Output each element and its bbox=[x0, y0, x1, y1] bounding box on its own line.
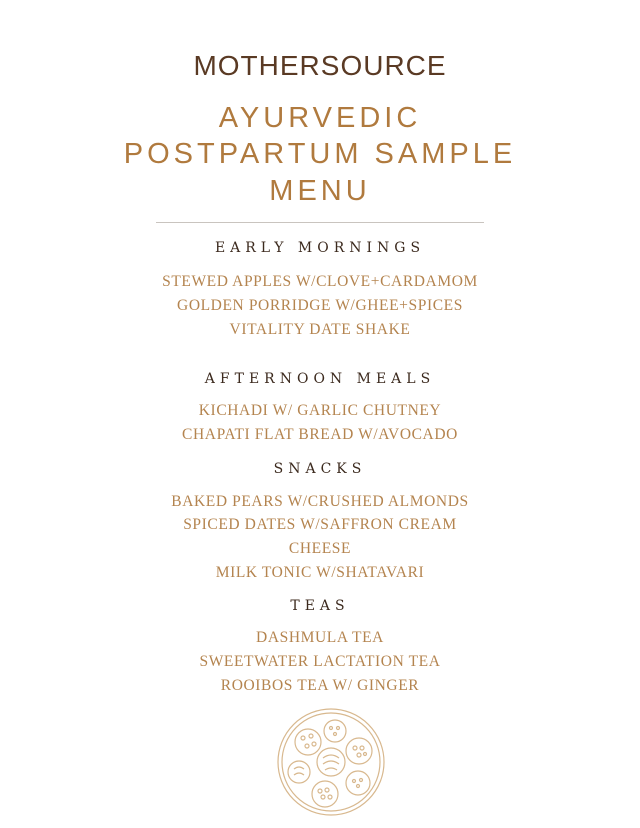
menu-item: ROOIBOS TEA W/ GINGER bbox=[220, 677, 420, 694]
menu-item: CHEESE bbox=[288, 540, 352, 557]
brand-name: MOTHERSOURCE bbox=[193, 50, 447, 81]
menu-item: BAKED PEARS W/CRUSHED ALMONDS bbox=[171, 493, 469, 510]
menu-item: DASHMULA TEA bbox=[256, 629, 384, 646]
menu-title-line-1: AYURVEDIC bbox=[218, 102, 422, 134]
menu-item: KICHADI W/ GARLIC CHUTNEY bbox=[198, 402, 442, 419]
section-heading-teas: TEAS bbox=[290, 598, 350, 614]
menu-item: SPICED DATES W/SAFFRON CREAM bbox=[183, 516, 457, 533]
divider bbox=[156, 222, 484, 223]
menu-title-line-3: MENU bbox=[269, 175, 371, 207]
menu-item: GOLDEN PORRIDGE W/GHEE+SPICES bbox=[177, 297, 463, 314]
section-heading-early-mornings: EARLY MORNINGS bbox=[214, 240, 426, 256]
section-heading-snacks: SNACKS bbox=[273, 461, 367, 477]
menu-item: MILK TONIC W/SHATAVARI bbox=[215, 564, 425, 581]
menu-item: SWEETWATER LACTATION TEA bbox=[199, 653, 441, 670]
menu-item: VITALITY DATE SHAKE bbox=[229, 321, 411, 338]
menu-item: CHAPATI FLAT BREAD W/AVOCADO bbox=[182, 426, 458, 443]
thali-plate-icon bbox=[275, 706, 387, 818]
menu-title-line-2: POSTPARTUM SAMPLE bbox=[123, 138, 517, 170]
menu-item: STEWED APPLES W/CLOVE+CARDAMOM bbox=[162, 273, 478, 290]
section-heading-afternoon-meals: AFTERNOON MEALS bbox=[204, 371, 436, 387]
